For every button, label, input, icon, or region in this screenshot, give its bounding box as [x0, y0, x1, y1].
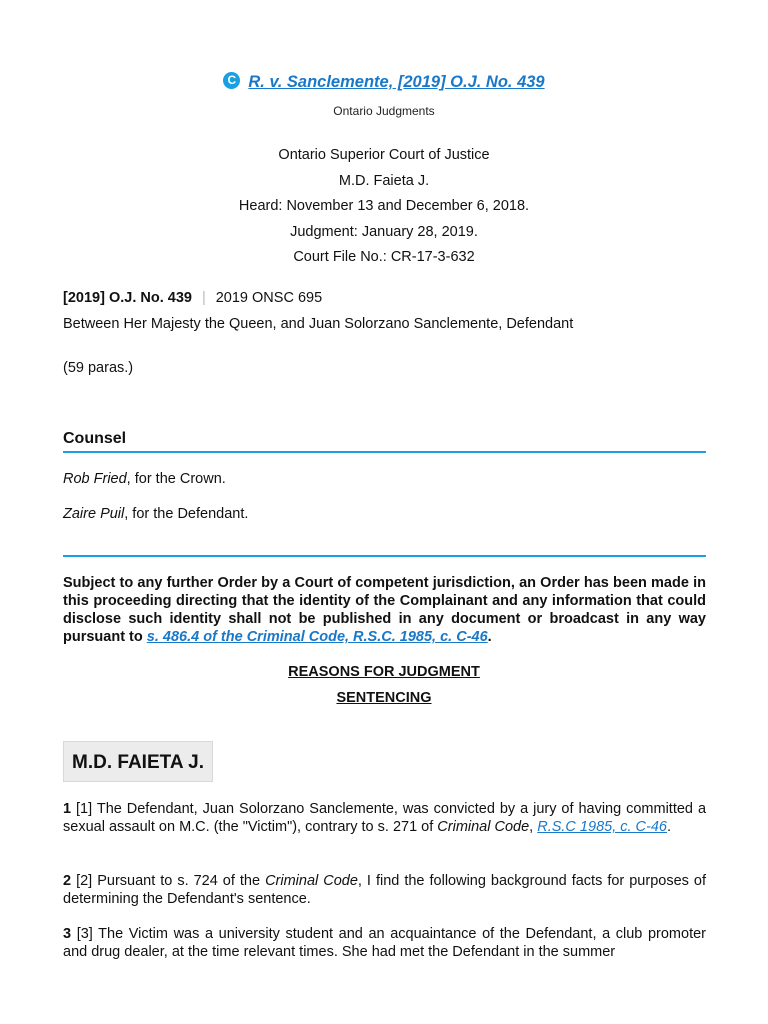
reasons-heading [0, 664, 768, 680]
paragraph-text: Pursuant to s. 724 of the [92, 873, 266, 889]
paragraph-ref: [1] [76, 801, 93, 817]
paragraph-2 [63, 872, 706, 908]
heard-date: Heard: November 13 and December 6, 2018. [238, 198, 530, 214]
paragraph-1 [63, 800, 706, 836]
citation-row [63, 290, 322, 306]
case-title-link[interactable]: R. v. Sanclemente, [2019] O.J. No. 439 [248, 73, 545, 91]
crown-counsel-name: Rob Fried [63, 471, 127, 487]
paragraph-number: 2 [63, 873, 72, 889]
defence-counsel-role: , for the Defendant. [124, 506, 249, 522]
defence-counsel [63, 506, 248, 522]
paragraph-italic: Criminal Code [437, 819, 530, 835]
court-info [0, 143, 768, 271]
paragraph-ref: [2] [76, 873, 93, 889]
counsel-divider [63, 451, 706, 453]
court-name: Ontario Superior Court of Justice [278, 147, 490, 163]
paragraph-text: , I find the following background facts for purposes of determining the Defendant's sentence. [63, 873, 706, 907]
source-name: Ontario Judgments [333, 104, 435, 118]
citator-status-icon[interactable]: C [223, 72, 240, 89]
paragraph-text: . [666, 819, 672, 835]
notice-divider [63, 555, 706, 557]
paragraph-count: (59 paras.) [63, 360, 134, 376]
criminal-code-link[interactable]: s. 486.4 of the Criminal Code, R.S.C. 1985, c. C-46 [146, 629, 488, 645]
judge-heading: M.D. FAIETA J. [63, 741, 213, 782]
paragraph-text: The Defendant, Juan Solorzano Sanclemente, was convicted by a jury of having committed a sexual assault on M.C. (the "Victim"), contrary to s. 271 of [63, 801, 707, 835]
paragraph-text: , [529, 819, 538, 835]
judge-name: M.D. Faieta J. [338, 172, 430, 189]
notice-text: Subject to any further Order by a Court of competent jurisdiction, an Order has been made in this proceeding directing that the identity of the Complainant and any information that could disclose such identity shall not be published in any document or broadcast in any way pursuant to [63, 575, 706, 645]
defence-counsel-name: Zaire Puil [63, 506, 125, 522]
crown-counsel-role: , for the Crown. [126, 471, 226, 487]
counsel-heading: Counsel [63, 430, 127, 447]
reasons-heading-text: REASONS FOR JUDGMENT [288, 664, 480, 680]
paragraph-3 [63, 925, 706, 961]
primary-citation: [2019] O.J. No. 439 [63, 290, 192, 306]
paragraph-italic: Criminal Code [265, 873, 358, 889]
document-title-row [0, 72, 768, 92]
neutral-citation: 2019 ONSC 695 [215, 290, 323, 306]
parties-line: Between Her Majesty the Queen, and Juan Solorzano Sanclemente, Defendant [63, 316, 574, 332]
paragraph-number: 1 [63, 801, 72, 817]
rsc-link[interactable]: R.S.C 1985, c. C-46 [537, 819, 667, 835]
paragraph-ref: [3] [76, 926, 93, 942]
citation-separator: | [201, 290, 206, 306]
notice-end: . [487, 629, 492, 645]
judgment-date: Judgment: January 28, 2019. [290, 223, 478, 240]
paragraph-text: The Victim was a university student and an acquaintance of the Defendant, a club promoter and drug dealer, at the time relevant times. She had met the Defendant in the summer [63, 926, 706, 960]
sentencing-heading-text: SENTENCING [336, 690, 432, 706]
court-file-number: Court File No.: CR-17-3-632 [293, 249, 475, 265]
sentencing-heading [0, 690, 768, 706]
publication-ban-notice [63, 574, 706, 646]
paragraph-number: 3 [63, 926, 72, 942]
crown-counsel [63, 471, 226, 487]
